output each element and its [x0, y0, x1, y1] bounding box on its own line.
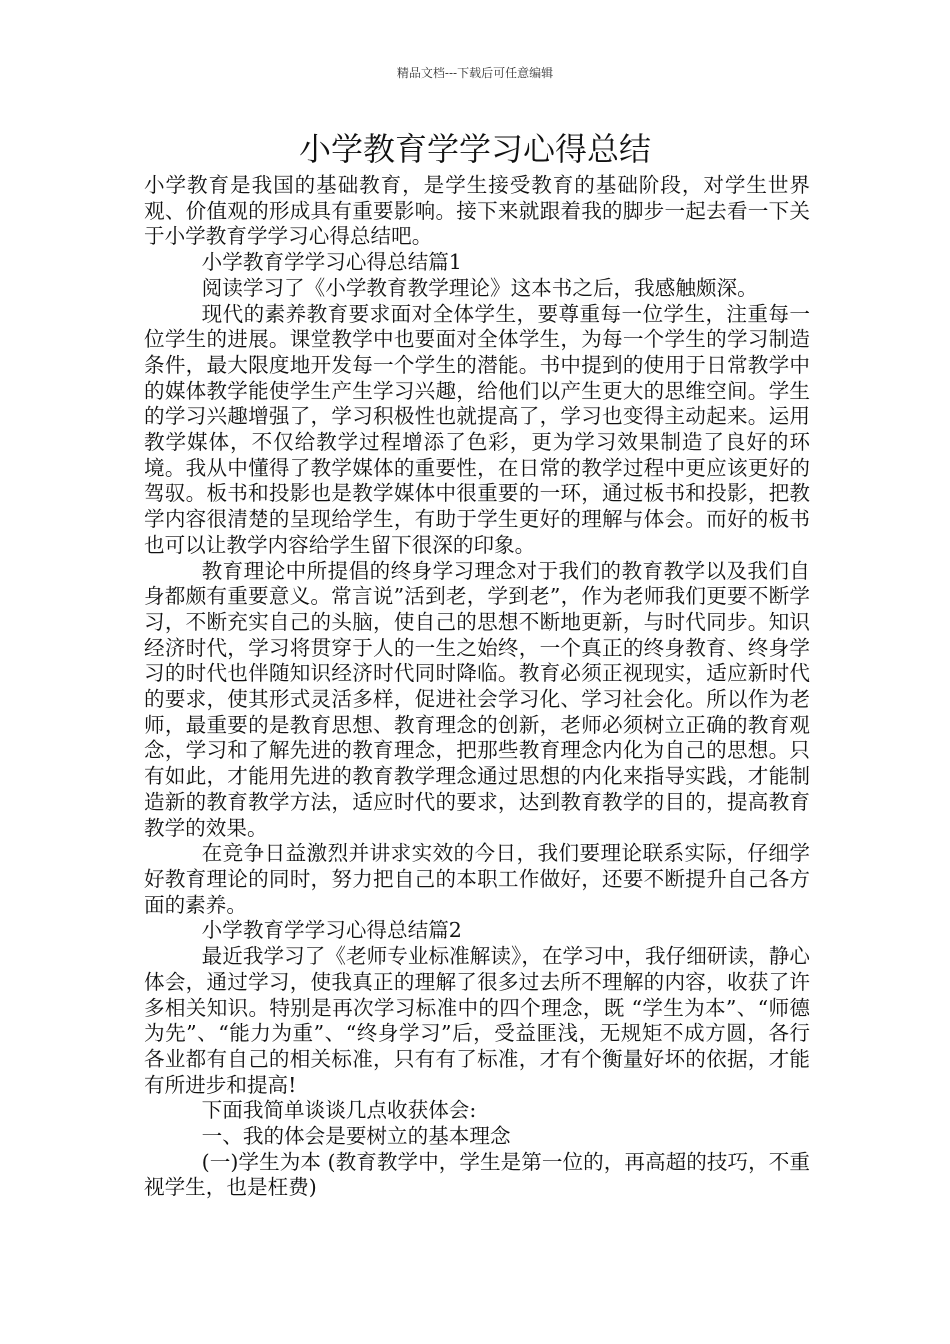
body-paragraph: 下面我简单谈谈几点收获体会: [201, 1098, 477, 1123]
body-paragraph: 现代的素养教育要求面对全体学生，要尊重每一位学生，注重每一位学生的进展。课堂教学中也要面对全体学生，为每一个学生的学习制造条件，最大限度地开发每一个学生的潜能。书中提到的使用于日常教学中的媒体教学能使学生产生学习兴趣，给他们以产生更大的思维空间。学生的学习兴趣增强了，学习积极性也就提高了，学习也变得主动起来。运用教学媒体，不仅给教学过程增添了色彩，更为学习效果制造了良好的环境。我从中懂得了教学媒体的重要性，在日常的教学过程中更应该更好的驾驭。板书和投影也是教学媒体中很重要的一环，通过板书和投影，把教学内容很清楚的呈现给学生，有助于学生更好的理解与体会。而好的板书也可以让教学内容给学生留下很深的印象。 [144, 301, 810, 557]
intro-paragraph: 小学教育是我国的基础教育，是学生接受教育的基础阶段，对学生世界观、价值观的形成具有重要影响。接下来就跟着我的脚步一起去看一下关于小学教育学学习心得总结吧。 [144, 173, 810, 249]
body-paragraph: 阅读学习了《小学教育教学理论》这本书之后，我感触颇深。 [201, 275, 758, 300]
document-body [144, 173, 810, 1201]
section-heading-1: 小学教育学学习心得总结篇1 [201, 250, 462, 275]
subheading: 一、我的体会是要树立的基本理念 [201, 1124, 511, 1149]
body-paragraph: (一)学生为本 (教育教学中，学生是第一位的，再高超的技巧，不重视学生，也是枉费) [144, 1149, 810, 1200]
page-header: 精品文档---下载后可任意编辑 [396, 66, 554, 80]
document-title: 小学教育学学习心得总结 [298, 130, 651, 168]
section-heading-2: 小学教育学学习心得总结篇2 [201, 918, 462, 943]
body-paragraph: 在竞争日益激烈并讲求实效的今日，我们要理论联系实际，仔细学好教育理论的同时，努力把自己的本职工作做好，还要不断提升自己各方面的素养。 [144, 841, 810, 917]
body-paragraph: 最近我学习了《老师专业标准解读》，在学习中，我仔细研读，静心体会，通过学习，使我真正的理解了很多过去所不理解的内容，收获了许多相关知识。特别是再次学习标准中的四个理念，既 “学生为本”、“师德为先”、“能力为重”、“终身学习”后，受益匪浅，无规矩不成方圆，各行各业都有自己的相关标准，只有有了标准，才有个衡量好坏的依据，才能有所进步和提高! [144, 944, 810, 1097]
body-paragraph: 教育理论中所提倡的终身学习理念对于我们的教育教学以及我们自身都颇有重要意义。常言说”活到老，学到老”，作为老师我们更要不断学习，不断充实自己的头脑，使自己的思想不断地更新，与时代同步。知识经济时代，学习将贯穿于人的一生之始终，一个真正的终身教育、终身学习的时代也伴随知识经济时代同时降临。教育必须正视现实，适应新时代的要求，使其形式灵活多样，促进社会学习化、学习社会化。所以作为老师，最重要的是教育思想、教育理念的创新，老师必须树立正确的教育观念，学习和了解先进的教育理念，把那些教育理念内化为自己的思想。只有如此，才能用先进的教育教学理念通过思想的内化来指导实践，才能制造新的教育教学方法，适应时代的要求，达到教育教学的目的，提高教育教学的效果。 [144, 558, 810, 840]
